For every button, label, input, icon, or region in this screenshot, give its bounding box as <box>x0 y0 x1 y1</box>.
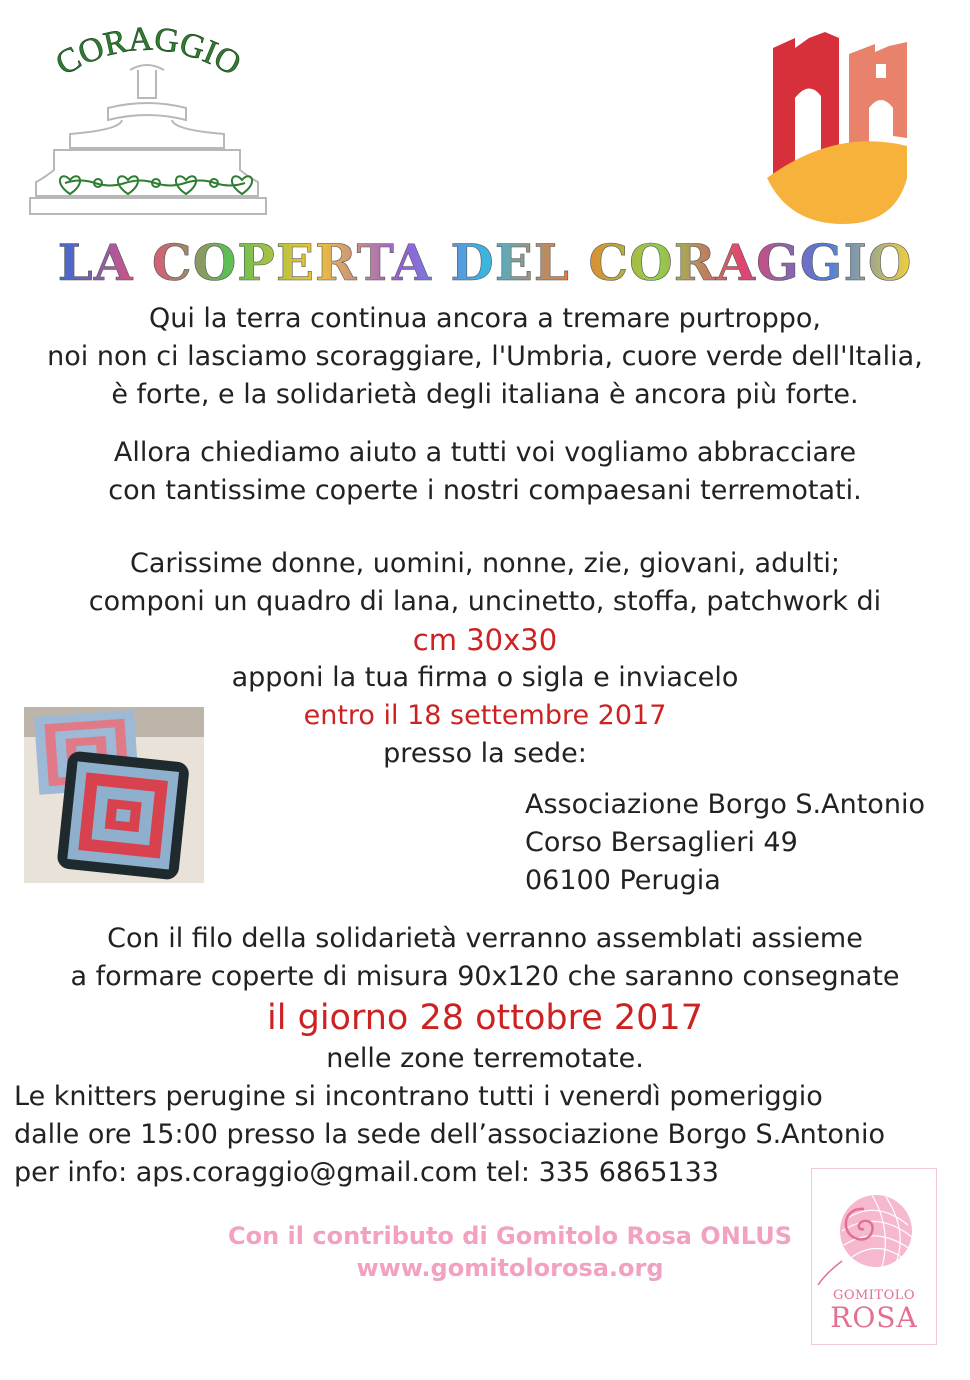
knitters-line: Le knitters perugine si incontrano tutti i venerdì pomeriggio <box>14 1081 823 1112</box>
coraggio-logo-text: CORAGGIO <box>49 20 247 83</box>
call-line: apponi la tua firma o sigla e inviacelo <box>231 662 739 693</box>
crochet-image <box>24 707 204 883</box>
gomitolo-text-bottom: ROSA <box>830 1301 918 1334</box>
coraggio-logo <box>10 10 285 220</box>
contribution-credits <box>150 1220 870 1284</box>
size-highlight: cm 30x30 <box>412 623 558 657</box>
website-link[interactable]: www.gomitolorosa.org <box>356 1254 664 1282</box>
fountain-icon <box>10 10 285 220</box>
call-line: Carissime donne, uomini, nonne, zie, giovani, adulti; <box>129 548 841 579</box>
crochet-squares-photo <box>24 707 204 883</box>
call-line: presso la sede: <box>383 738 587 769</box>
assembly-line: a formare coperte di misura 90x120 che saranno consegnate <box>70 961 900 992</box>
svg-text:CORAGGIO <box>50 21 247 83</box>
knitters-line: dalle ore 15:00 presso la sede dell’associazione Borgo S.Antonio <box>14 1119 886 1150</box>
assembly-line: Con il filo della solidarietà verranno assemblati assieme <box>107 923 863 954</box>
intro-line: Qui la terra continua ancora a tremare purtroppo, <box>148 303 822 334</box>
title-text: LA COPERTA DEL CORAGGIO <box>57 233 913 292</box>
intro-line: noi non ci lasciamo scoraggiare, l'Umbria, cuore verde dell'Italia, <box>47 341 923 372</box>
gomitolo-rosa-logo <box>811 1168 937 1345</box>
assembly-line: nelle zone terremotate. <box>326 1043 644 1074</box>
yarn-ball-icon <box>812 1169 936 1289</box>
address-line: Corso Bersaglieri 49 <box>525 827 798 858</box>
gomitolo-text-top: GOMITOLO <box>832 1288 916 1303</box>
intro-line: è forte, e la solidarietà degli italiana è ancora più forte. <box>111 379 859 410</box>
appeal-line: con tantissime coperte i nostri compaesani terremotati. <box>108 475 862 506</box>
assembly-paragraph <box>0 920 970 1078</box>
deadline-highlight: entro il 18 settembre 2017 <box>303 700 667 731</box>
address-block <box>525 786 955 900</box>
address-line: Associazione Borgo S.Antonio <box>525 789 925 820</box>
delivery-date-highlight: il giorno 28 ottobre 2017 <box>267 998 703 1038</box>
call-line: componi un quadro di lana, uncinetto, stoffa, patchwork di <box>88 586 882 617</box>
contact-line: per info: aps.coraggio@gmail.com tel: 335 6865133 <box>14 1157 719 1188</box>
intro-paragraph <box>0 300 970 414</box>
contribution-line: Con il contributo di Gomitolo Rosa ONLUS <box>228 1222 792 1250</box>
appeal-line: Allora chiediamo aiuto a tutti voi vogliamo abbracciare <box>113 437 857 468</box>
address-line: 06100 Perugia <box>525 865 721 896</box>
tower-icon <box>765 28 915 228</box>
borgo-logo <box>765 28 915 228</box>
appeal-paragraph <box>0 434 970 510</box>
page-title <box>10 232 960 305</box>
rainbow-title <box>10 232 960 292</box>
